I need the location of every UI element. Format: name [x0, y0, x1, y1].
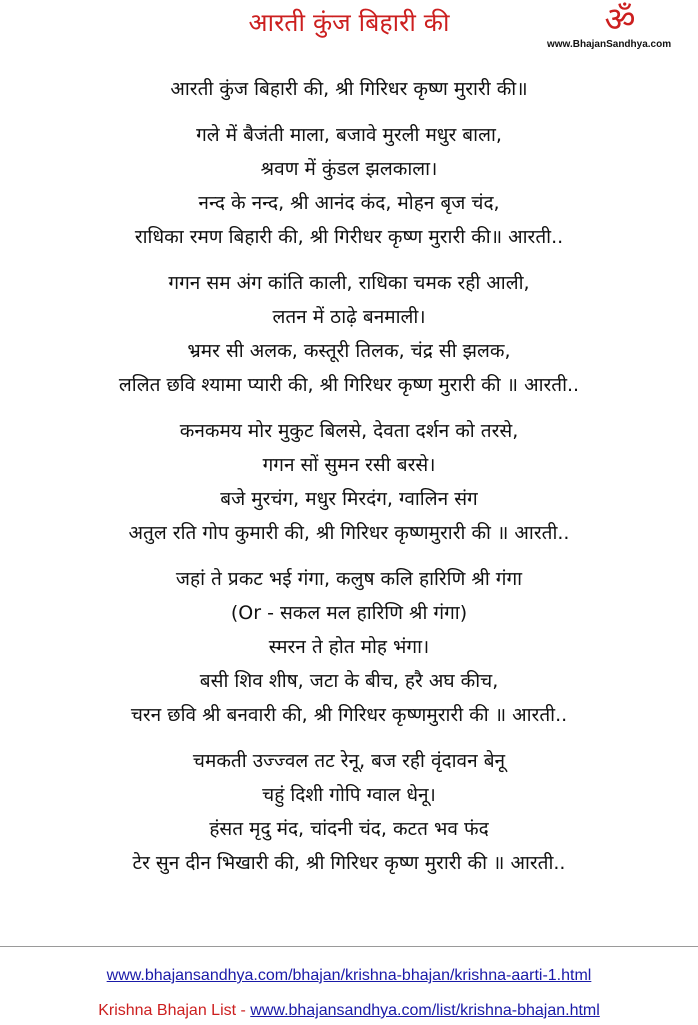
stanza-gap — [0, 732, 698, 744]
lyric-line: स्मरन ते होत मोह भंगा। — [268, 636, 430, 658]
footer-url-row — [0, 965, 698, 987]
lyric-line: आरती कुंज बिहारी की, श्री गिरिधर कृष्ण मुरारी की॥ — [170, 78, 528, 100]
lyrics-body — [0, 72, 698, 880]
stanza-gap — [0, 254, 698, 266]
lyric-line: जहां ते प्रकट भई गंगा, कलुष कलि हारिणि श्री गंगा — [175, 568, 523, 590]
stanza — [0, 72, 698, 106]
lyric-line: बजे मुरचंग, मधुर मिरदंग, ग्वालिन संग — [220, 488, 478, 510]
stanza — [0, 266, 698, 402]
lyric-line: चमकती उज्ज्वल तट रेनू, बज रही वृंदावन बेनू — [192, 750, 506, 772]
lyric-line: हंसत मृदु मंद, चांदनी चंद, कटत भव फंद — [209, 818, 489, 840]
page-title: आरती कुंज बिहारी की — [248, 8, 450, 37]
stanza — [0, 414, 698, 550]
krishna-bhajan-list-link[interactable]: www.bhajansandhya.com/list/krishna-bhajan.html — [250, 1002, 600, 1019]
lyric-line: अतुल रति गोप कुमारी की, श्री गिरिधर कृष्णमुरारी की ॥ आरती.. — [128, 522, 570, 544]
stanza-gap — [0, 402, 698, 414]
stanza — [0, 562, 698, 732]
stanza-gap — [0, 106, 698, 118]
lyric-line: चरन छवि श्री बनवारी की, श्री गिरिधर कृष्णमुरारी की ॥ आरती.. — [130, 704, 568, 726]
lyric-line: भ्रमर सी अलक, कस्तूरी तिलक, चंद्र सी झलक, — [187, 340, 511, 362]
om-icon: ॐ — [604, 0, 636, 40]
stanza-gap — [0, 550, 698, 562]
lyric-line: ललित छवि श्यामा प्यारी की, श्री गिरिधर कृष्ण मुरारी की ॥ आरती.. — [118, 374, 580, 396]
lyric-line: गगन सों सुमन रसी बरसे। — [262, 454, 436, 476]
lyric-line: श्रवण में कुंडल झलकाला। — [260, 158, 438, 180]
lyric-line: गगन सम अंग कांति काली, राधिका चमक रही आली, — [168, 272, 530, 294]
lyric-line: गले में बैजंती माला, बजावे मुरली मधुर बाला, — [196, 124, 502, 146]
footer-list-row — [0, 1000, 698, 1022]
lyric-line: बसी शिव शीष, जटा के बीच, हरै अघ कीच, — [199, 670, 499, 692]
lyric-line: नन्द के नन्द, श्री आनंद कंद, मोहन बृज चंद, — [198, 192, 500, 214]
site-name: www.BhajanSandhya.com — [547, 39, 672, 50]
lyric-line: कनकमय मोर मुकुट बिलसे, देवता दर्शन को तरसे, — [179, 420, 519, 442]
lyric-line: चहुं दिशी गोपि ग्वाल धेनू। — [262, 784, 436, 806]
lyric-line: टेर सुन दीन भिखारी की, श्री गिरिधर कृष्ण मुरारी की ॥ आरती.. — [132, 852, 566, 874]
lyric-line: लतन में ठाढ़े बनमाली। — [272, 306, 426, 328]
footer-divider — [0, 946, 698, 947]
lyric-line: राधिका रमण बिहारी की, श्री गिरीधर कृष्ण मुरारी की॥ आरती.. — [134, 226, 564, 248]
stanza — [0, 118, 698, 254]
lyric-line: (Or - सकल मल हारिणि श्री गंगा) — [230, 602, 468, 624]
aarti-page-link[interactable]: www.bhajansandhya.com/bhajan/krishna-bhajan/krishna-aarti-1.html — [106, 967, 592, 984]
krishna-bhajan-list-label: Krishna Bhajan List - — [98, 1002, 251, 1019]
stanza — [0, 744, 698, 880]
